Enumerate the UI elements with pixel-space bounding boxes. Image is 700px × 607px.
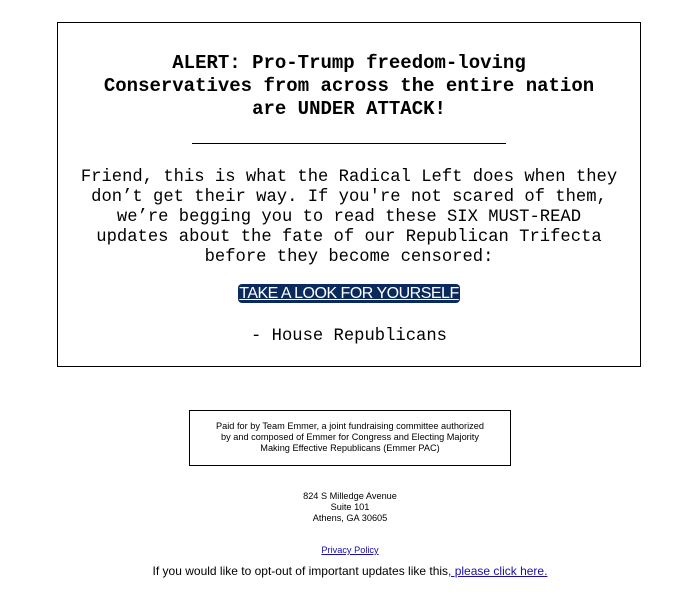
- address-city: Athens, GA 30605: [312, 513, 388, 523]
- body-line: before they become censored:: [204, 248, 494, 267]
- optout-row: [0, 564, 700, 578]
- optout-text: If you would like to opt-out of important updates like this: [152, 564, 449, 578]
- privacy-row: [0, 545, 700, 556]
- mailing-address: [0, 491, 700, 524]
- cta-container: [58, 284, 640, 304]
- alert-box: [57, 22, 641, 367]
- take-a-look-button[interactable]: TAKE A LOOK FOR YOURSELF: [239, 285, 459, 302]
- headline-divider: [192, 143, 506, 144]
- alert-body: [66, 168, 632, 268]
- headline-line: are UNDER ATTACK!: [252, 98, 446, 120]
- disclaimer-line: by and composed of Emmer for Congress and Electing Majority: [221, 432, 479, 442]
- address-street: 824 S Milledge Avenue: [303, 491, 397, 501]
- disclaimer-line: Paid for by Team Emmer, a joint fundraising committee authorized: [216, 421, 484, 431]
- privacy-policy-link[interactable]: Privacy Policy: [321, 545, 379, 555]
- body-line: we’re begging you to read these SIX MUST-READ: [116, 208, 582, 227]
- alert-headline: [70, 52, 628, 121]
- body-line: don’t get their way. If you're not scared of them,: [91, 188, 607, 207]
- headline-line: ALERT: Pro-Trump freedom-loving: [172, 52, 526, 74]
- address-suite: Suite 101: [330, 502, 370, 512]
- disclaimer-line: Making Effective Republicans (Emmer PAC): [260, 443, 440, 453]
- signature: - House Republicans: [251, 327, 447, 346]
- body-line: Friend, this is what the Radical Left does when they: [80, 168, 618, 187]
- paid-for-disclaimer: [189, 410, 511, 466]
- optout-link[interactable]: , please click here.: [448, 564, 548, 578]
- headline-line: Conservatives from across the entire nation: [103, 75, 595, 97]
- body-line: updates about the fate of our Republican Trifecta: [96, 228, 602, 247]
